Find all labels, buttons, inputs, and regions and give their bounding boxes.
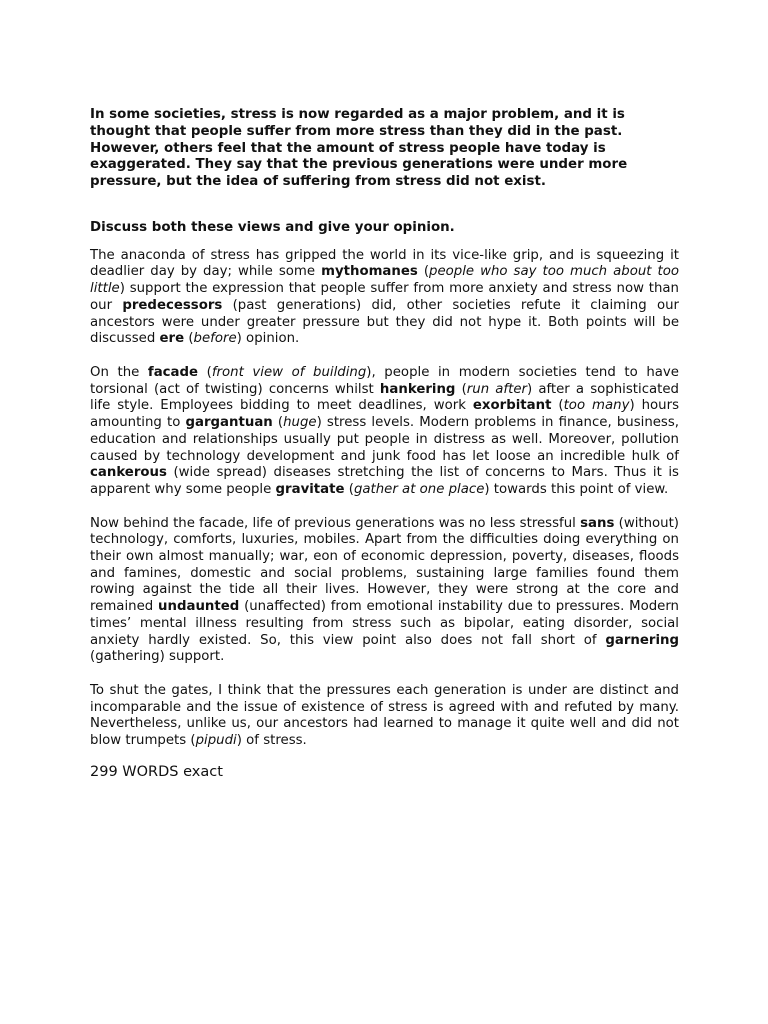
vocab-word: ere <box>159 331 185 347</box>
task-instruction: Discuss both these views and give your opinion. <box>90 219 455 235</box>
paragraph-body-1 <box>90 365 679 499</box>
text-run: ( <box>344 481 354 497</box>
vocab-word: sans <box>580 515 615 531</box>
vocab-word: predecessors <box>122 297 223 313</box>
text-run: (past generations) did, other societies refute it claiming our ancestors were under greater pressure but they did not hype it. Both points will be discussed <box>90 297 679 347</box>
text-run: ( <box>272 415 284 431</box>
text-run: ( <box>455 381 467 397</box>
text-run: (wide spread) diseases stretching the list of concerns to Mars. Thus it is apparent why some people <box>90 465 679 497</box>
vocab-word: exorbitant <box>472 398 552 414</box>
vocab-meaning: pipudi <box>195 733 237 749</box>
vocab-word: mythomanes <box>321 264 418 280</box>
essay-prompt: In some societies, stress is now regarded as a major problem, and it is thought that people suffer from more stress than they did in the past. However, others feel that the amount of stress people have today is exaggerated. They say that the previous generations were under more pressure, but the idea of suffering from stress did not exist. <box>90 107 628 190</box>
text-run: ) opinion. <box>236 331 300 347</box>
text-run: (gathering) support. <box>90 649 225 665</box>
text-run: ( <box>551 398 564 414</box>
text-run: ), people in modern societies tend to have torsional (act of twisting) concerns whilst <box>90 365 679 397</box>
vocab-meaning: before <box>193 331 237 347</box>
text-run: The anaconda of stress has gripped the world in its vice-like grip, and is squeezing it deadlier day by day; while some <box>90 247 679 280</box>
vocab-word: garnering <box>605 632 679 648</box>
paragraph-introduction <box>90 248 679 348</box>
text-run: ) support the expression that people suffer from more anxiety and stress now than our <box>90 281 679 313</box>
vocab-word: undaunted <box>158 599 240 615</box>
text-run: ) hours amounting to <box>90 398 679 431</box>
text-run: ) stress levels. Modern problems in finance, business, education and relationships usually put people in distress as well. Moreover, pollution caused by technology development and junk food has let loose an incredible hulk of <box>90 415 680 464</box>
vocab-meaning: huge <box>283 415 317 431</box>
text-run: ) towards this point of view. <box>484 481 669 497</box>
text-run: (unaffected) from emotional instability due to pressures. Modern times’ mental illness resulting from stress such as bipolar, eating disorder, social anxiety hardly existed. So, this view point also does not fall short of <box>90 599 679 648</box>
vocab-meaning: people who say too much about too little <box>90 264 679 297</box>
vocab-word: gargantuan <box>185 415 273 431</box>
text-run: (without) technology, comforts, luxuries, mobiles. Apart from the difficulties doing everything on their own almost manually; war, eon of economic depression, poverty, diseases, floods and famines, domestic and social problems, sustaining large families found them rowing against the tide all their lives. However, they were strong at the core and remained <box>90 515 679 615</box>
text-run: ( <box>184 331 194 347</box>
vocab-word: cankerous <box>90 465 167 481</box>
text-run: On the <box>90 365 148 380</box>
text-run: ( <box>198 365 212 380</box>
vocab-meaning: too many <box>563 398 630 414</box>
text-run: Now behind the facade, life of previous generations was no less stressful <box>90 515 581 531</box>
vocab-meaning: front view of building <box>211 365 367 380</box>
vocab-meaning: run after <box>466 381 527 397</box>
vocab-word: hankering <box>379 381 456 397</box>
text-run: ( <box>417 264 430 280</box>
text-run: ) after a sophisticated life style. Employees bidding to meet deadlines, work <box>90 381 679 414</box>
essay-page <box>90 107 679 781</box>
text-run: To shut the gates, I think that the pressures each generation is under are distinct and incomparable and the issue of existence of stress is agreed with and refuted by many. Nevertheless, unlike us, our ancestors had learned to manage it quite well and did not blow trumpets ( <box>90 682 679 749</box>
word-count: 299 WORDS exact <box>90 763 223 780</box>
paragraph-body-2 <box>90 516 679 666</box>
vocab-word: facade <box>147 365 199 380</box>
paragraph-conclusion <box>90 683 679 750</box>
text-run: ) of stress. <box>236 733 307 749</box>
vocab-meaning: gather at one place <box>353 481 485 497</box>
vocab-word: gravitate <box>275 481 345 497</box>
